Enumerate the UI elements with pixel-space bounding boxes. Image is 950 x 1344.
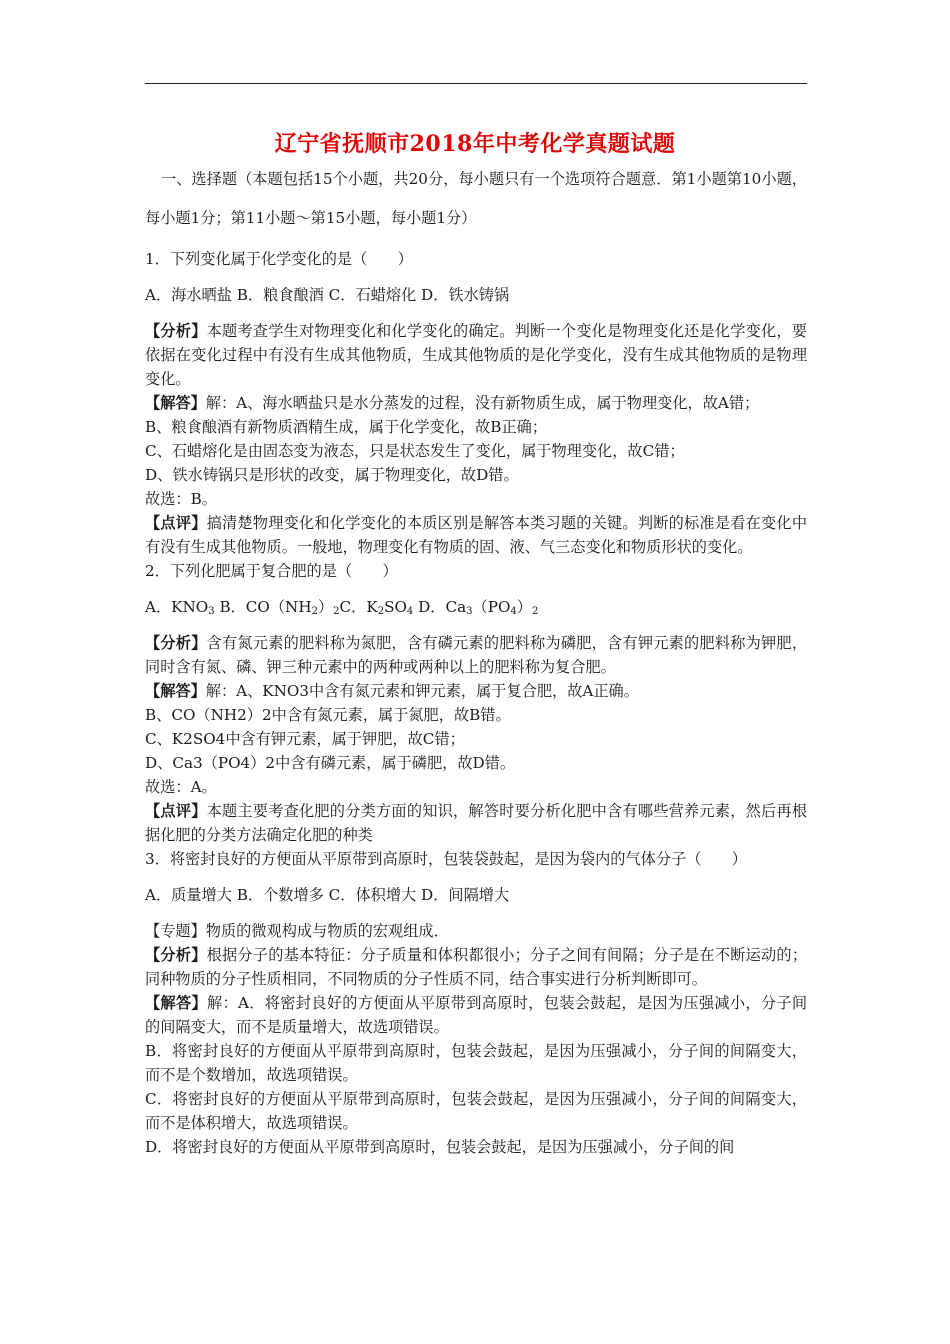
- q2-stem: 2．下列化肥属于复合肥的是（ ）: [145, 562, 398, 580]
- q3-answer-line-1: [145, 991, 807, 1039]
- analysis-tag: 【分析】: [145, 634, 207, 652]
- page-title: 辽宁省抚顺市2018年中考化学真题试题: [274, 131, 676, 157]
- q3-analysis: [145, 943, 807, 991]
- q3-answer-line-2: B．将密封良好的方便面从平原带到高原时，包装会鼓起，是因为压强减小，分子间的间隔变大，而不是个数增加，故选项错误。: [145, 1042, 807, 1084]
- comment-tag: 【点评】: [145, 514, 207, 532]
- q1-answer-choice: 故选：B。: [145, 490, 217, 508]
- analysis-text: 本题考查学生对物理变化和化学变化的确定。判断一个变化是物理变化还是化学变化，要依据在变化过程中有没有生成其他物质，生成其他物质的是化学变化，没有生成其他物质的是物理变化。: [145, 322, 808, 388]
- q1-options: A．海水晒盐 B．粮食酿酒 C．石蜡熔化 D．铁水铸锅: [145, 286, 510, 304]
- q2-comment: [145, 799, 807, 847]
- q1-answer-line-2: B、粮食酿酒有新物质酒精生成，属于化学变化，故B正确；: [145, 418, 548, 436]
- analysis-text: 根据分子的基本特征：分子质量和体积都很小；分子之间有间隔；分子是在不断运动的；同种物质的分子性质相同，不同物质的分子性质不同，结合事实进行分析判断即可。: [145, 946, 808, 988]
- topic-text: 物质的微观构成与物质的宏观组成．: [205, 922, 449, 940]
- q2-answer-line-2: B、CO（NH2）2中含有氮元素，属于氮肥，故B错。: [145, 706, 511, 724]
- answer-text: 解：A．将密封良好的方便面从平原带到高原时，包装会鼓起，是因为压强减小，分子间的间隔变大，而不是质量增大，故选项错误。: [145, 994, 808, 1036]
- q2-answer-line-1: [145, 679, 807, 703]
- q2-options: A．$KNO_3$ B．$CO(NH_2)_2C$．$K_2SO_4$ D．$Ca_3(PO_4)_2$: [145, 598, 539, 617]
- q2-answer-line-4: D、Ca3（PO4）2中含有磷元素，属于磷肥，故D错。: [145, 754, 516, 772]
- q1-stem: 1．下列变化属于化学变化的是（ ）: [145, 250, 413, 268]
- answer-tag: 【解答】: [145, 394, 206, 412]
- q3-topic: [145, 919, 807, 943]
- q1-analysis: [145, 319, 807, 391]
- comment-text: 搞清楚物理变化和化学变化的本质区别是解答本类习题的关键。判断的标准是看在变化中有没有生成其他物质。一般地，物理变化有物质的固、液、气三态变化和物质形状的变化。: [145, 514, 808, 556]
- analysis-tag: 【分析】: [145, 322, 207, 340]
- q2-analysis: [145, 631, 807, 679]
- q1-answer-line-3: C、石蜡熔化是由固态变为液态，只是状态发生了变化，属于物理变化，故C错；: [145, 442, 685, 460]
- document-body: [145, 160, 807, 1159]
- answer-text: 解：A、KNO3中含有氮元素和钾元素，属于复合肥，故A正确。: [205, 682, 639, 700]
- comment-tag: 【点评】: [145, 802, 207, 820]
- q3-answer-line-4: D．将密封良好的方便面从平原带到高原时，包装会鼓起，是因为压强减小，分子间的间: [145, 1138, 735, 1156]
- q2-answer-choice: 故选：A。: [145, 778, 217, 796]
- topic-tag: 【专题】: [145, 922, 206, 940]
- analysis-tag: 【分析】: [145, 946, 207, 964]
- answer-text: 解：A、海水晒盐只是水分蒸发的过程，没有新物质生成，属于物理变化，故A错；: [205, 394, 760, 412]
- q1-answer-line-4: D、铁水铸锅只是形状的改变，属于物理变化，故D错。: [145, 466, 519, 484]
- q1-answer-line-1: [145, 391, 807, 415]
- analysis-text: 含有氮元素的肥料称为氮肥，含有磷元素的肥料称为磷肥，含有钾元素的肥料称为钾肥，同时含有氮、磷、钾三种元素中的两种或两种以上的肥料称为复合肥。: [145, 634, 808, 676]
- q3-options: A．质量增大 B．个数增多 C．体积增大 D．间隔增大: [145, 886, 510, 904]
- comment-text: 本题主要考查化肥的分类方面的知识，解答时要分析化肥中含有哪些营养元素，然后再根据化肥的分类方法确定化肥的种类: [145, 802, 808, 844]
- q3-answer-line-3: C．将密封良好的方便面从平原带到高原时，包装会鼓起，是因为压强减小，分子间的间隔变大，而不是体积增大，故选项错误。: [145, 1090, 807, 1132]
- answer-tag: 【解答】: [145, 994, 208, 1012]
- q1-comment: [145, 511, 807, 559]
- header-rule: [145, 83, 807, 84]
- q3-stem: 3．将密封良好的方便面从平原带到高原时，包装袋鼓起，是因为袋内的气体分子（ ）: [145, 850, 747, 868]
- q2-answer-line-3: C、K2SO4中含有钾元素，属于钾肥，故C错；: [145, 730, 465, 748]
- section-intro: 一、选择题（本题包括15个小题，共20分，每小题只有一个选项符合题意．第1小题第10小题，每小题1分；第11小题～第15小题，每小题1分）: [145, 170, 807, 227]
- answer-tag: 【解答】: [145, 682, 206, 700]
